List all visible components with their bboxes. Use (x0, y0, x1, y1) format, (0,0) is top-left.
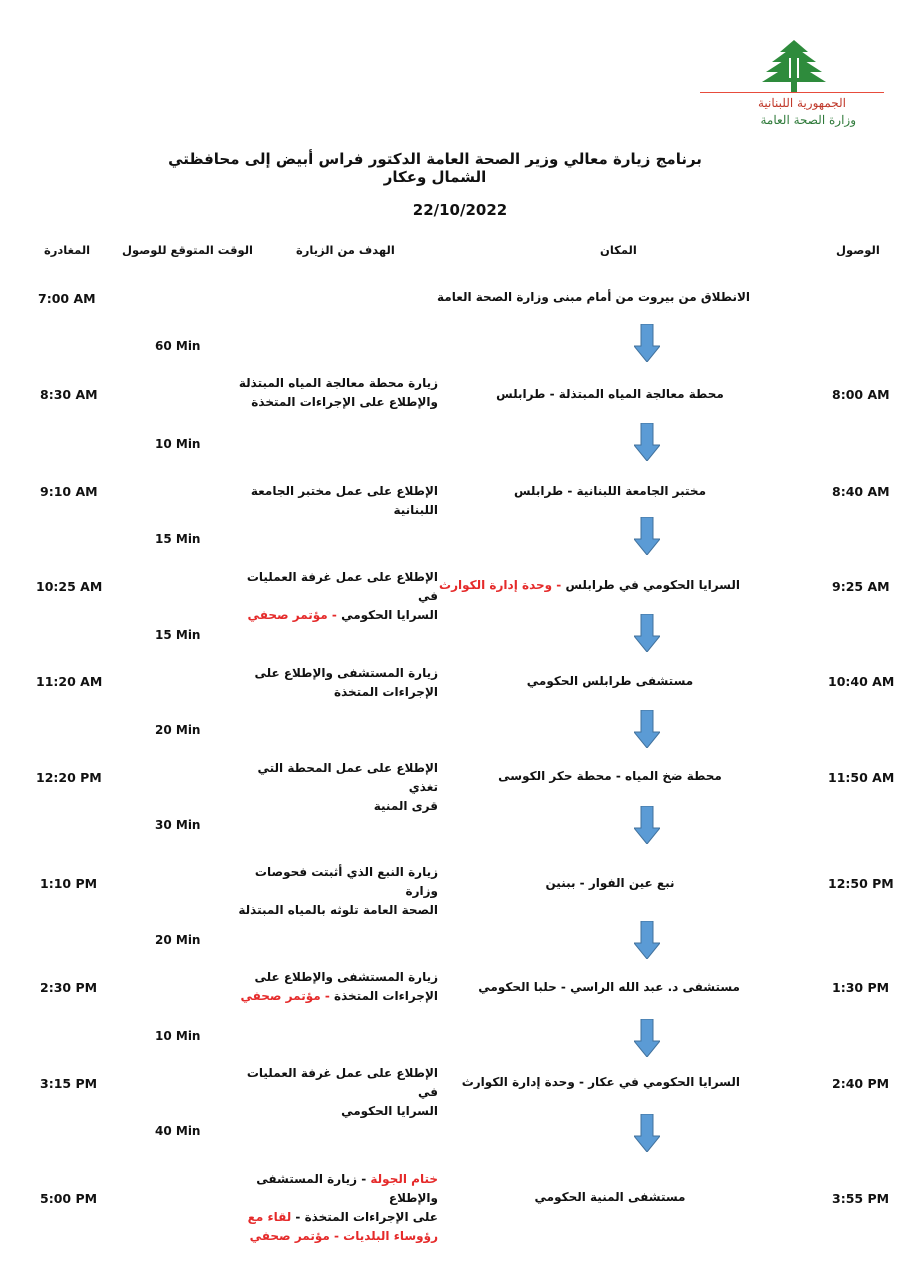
visit-goal: زيارة المستشفى والإطلاع على الإجراءات المتخذة (254, 666, 438, 699)
arrival-time: 8:00 AM (832, 387, 890, 402)
travel-time: 15 Min (155, 532, 201, 546)
arrival-time: 9:25 AM (832, 579, 890, 594)
visit-goal: الإطلاع على عمل غرفة العمليات في السرايا الحكومي - مؤتمر صحفي (246, 570, 438, 622)
arrival-time: 1:30 PM (832, 980, 890, 995)
visit-place: مختبر الجامعة اللبنانية - طرابلس (513, 484, 707, 498)
visit-place: السرايا الحكومي في عكار - وحدة إدارة الكوارث (461, 1075, 740, 1089)
visit-place: محطة ضخ المياه - محطة حكر الكوسى (498, 769, 722, 783)
arrow-down-icon (634, 423, 660, 461)
visit-date: 22/10/2022 (412, 201, 508, 219)
visit-goal: الإطلاع على عمل المحطة التي تغذي قرى المنية (257, 761, 438, 813)
arrival-time: 8:40 AM (832, 484, 890, 499)
travel-time: 20 Min (155, 933, 201, 947)
visit-goal: الإطلاع على عمل مختبر الجامعة اللبنانية (250, 484, 438, 517)
arrow-down-icon (634, 517, 660, 555)
header-departure: المغادرة (44, 243, 91, 257)
logo-divider (700, 92, 884, 93)
visit-goal: ختام الجولة - زيارة المستشفى والإطلاع على الإجراءات المتخذة - لقاء مع رؤوساء البلديات - مؤتمر صحفي (247, 1172, 438, 1243)
departure-time: 5:00 PM (40, 1191, 98, 1206)
arrival-time: 2:40 PM (832, 1076, 890, 1091)
visit-place: السرايا الحكومي في طرابلس - وحدة إدارة الكوارث (439, 578, 740, 592)
arrival-time: 12:50 PM (828, 876, 894, 891)
page-title: برنامج زيارة معالي وزير الصحة العامة الدكتور فراس أبيض إلى محافظتي الشمال وعكار (168, 150, 702, 186)
visit-goal: زيارة المستشفى والإطلاع على الإجراءات المتخذة - مؤتمر صحفي (240, 970, 438, 1003)
travel-time: 40 Min (155, 1124, 201, 1138)
republic-name: الجمهورية اللبنانية (757, 96, 846, 110)
visit-goal: زيارة محطة معالجة المياه المبتذلة والإطلاع على الإجراءات المتخذة (238, 376, 438, 409)
ministry-name: وزارة الصحة العامة (760, 113, 856, 127)
arrow-down-icon (634, 921, 660, 959)
arrival-time: 3:55 PM (832, 1191, 890, 1206)
header-goal: الهدف من الزيارة (296, 243, 395, 257)
departure-time: 2:30 PM (40, 980, 98, 995)
departure-time: 11:20 AM (36, 674, 103, 689)
travel-time: 60 Min (155, 339, 201, 353)
arrow-down-icon (634, 1019, 660, 1057)
visit-place: محطة معالجة المياه المبتذلة - طرابلس (496, 387, 724, 401)
arrival-time: 10:40 AM (828, 674, 895, 689)
header-arrival: الوصول (836, 243, 880, 257)
visit-goal: الإطلاع على عمل غرفة العمليات في السرايا الحكومي (246, 1066, 438, 1118)
start-departure: 7:00 AM (38, 291, 96, 306)
arrow-down-icon (634, 1114, 660, 1152)
travel-time: 20 Min (155, 723, 201, 737)
header-expected-time: الوقت المتوقع للوصول (122, 243, 253, 257)
departure-time: 3:15 PM (40, 1076, 98, 1091)
arrow-down-icon (634, 614, 660, 652)
visit-goal: زيارة النبع الذي أثبتت فحوصات وزارة الصحة العامة تلوثه بالمياه المبتذلة (238, 865, 438, 917)
travel-time: 10 Min (155, 1029, 201, 1043)
arrow-down-icon (634, 710, 660, 748)
departure-time: 1:10 PM (40, 876, 98, 891)
arrival-time: 11:50 AM (828, 770, 895, 785)
travel-time: 10 Min (155, 437, 201, 451)
visit-place: مستشفى طرابلس الحكومي (526, 674, 694, 688)
departure-time: 9:10 AM (40, 484, 98, 499)
arrow-down-icon (634, 806, 660, 844)
arrow-down-icon (634, 324, 660, 362)
travel-time: 15 Min (155, 628, 201, 642)
start-place: الانطلاق من بيروت من أمام مبنى وزارة الصحة العامة (436, 290, 750, 304)
departure-time: 12:20 PM (36, 770, 102, 785)
cedar-icon (696, 36, 886, 96)
visit-place: مستشفى د. عبد الله الراسي - حلبا الحكومي (478, 980, 740, 994)
visit-place: نبع عين الفوار - ببنين (545, 876, 675, 890)
departure-time: 8:30 AM (40, 387, 98, 402)
travel-time: 30 Min (155, 818, 201, 832)
departure-time: 10:25 AM (36, 579, 103, 594)
header-place: المكان (600, 243, 637, 257)
visit-place: مستشفى المنية الحكومي (534, 1190, 686, 1204)
